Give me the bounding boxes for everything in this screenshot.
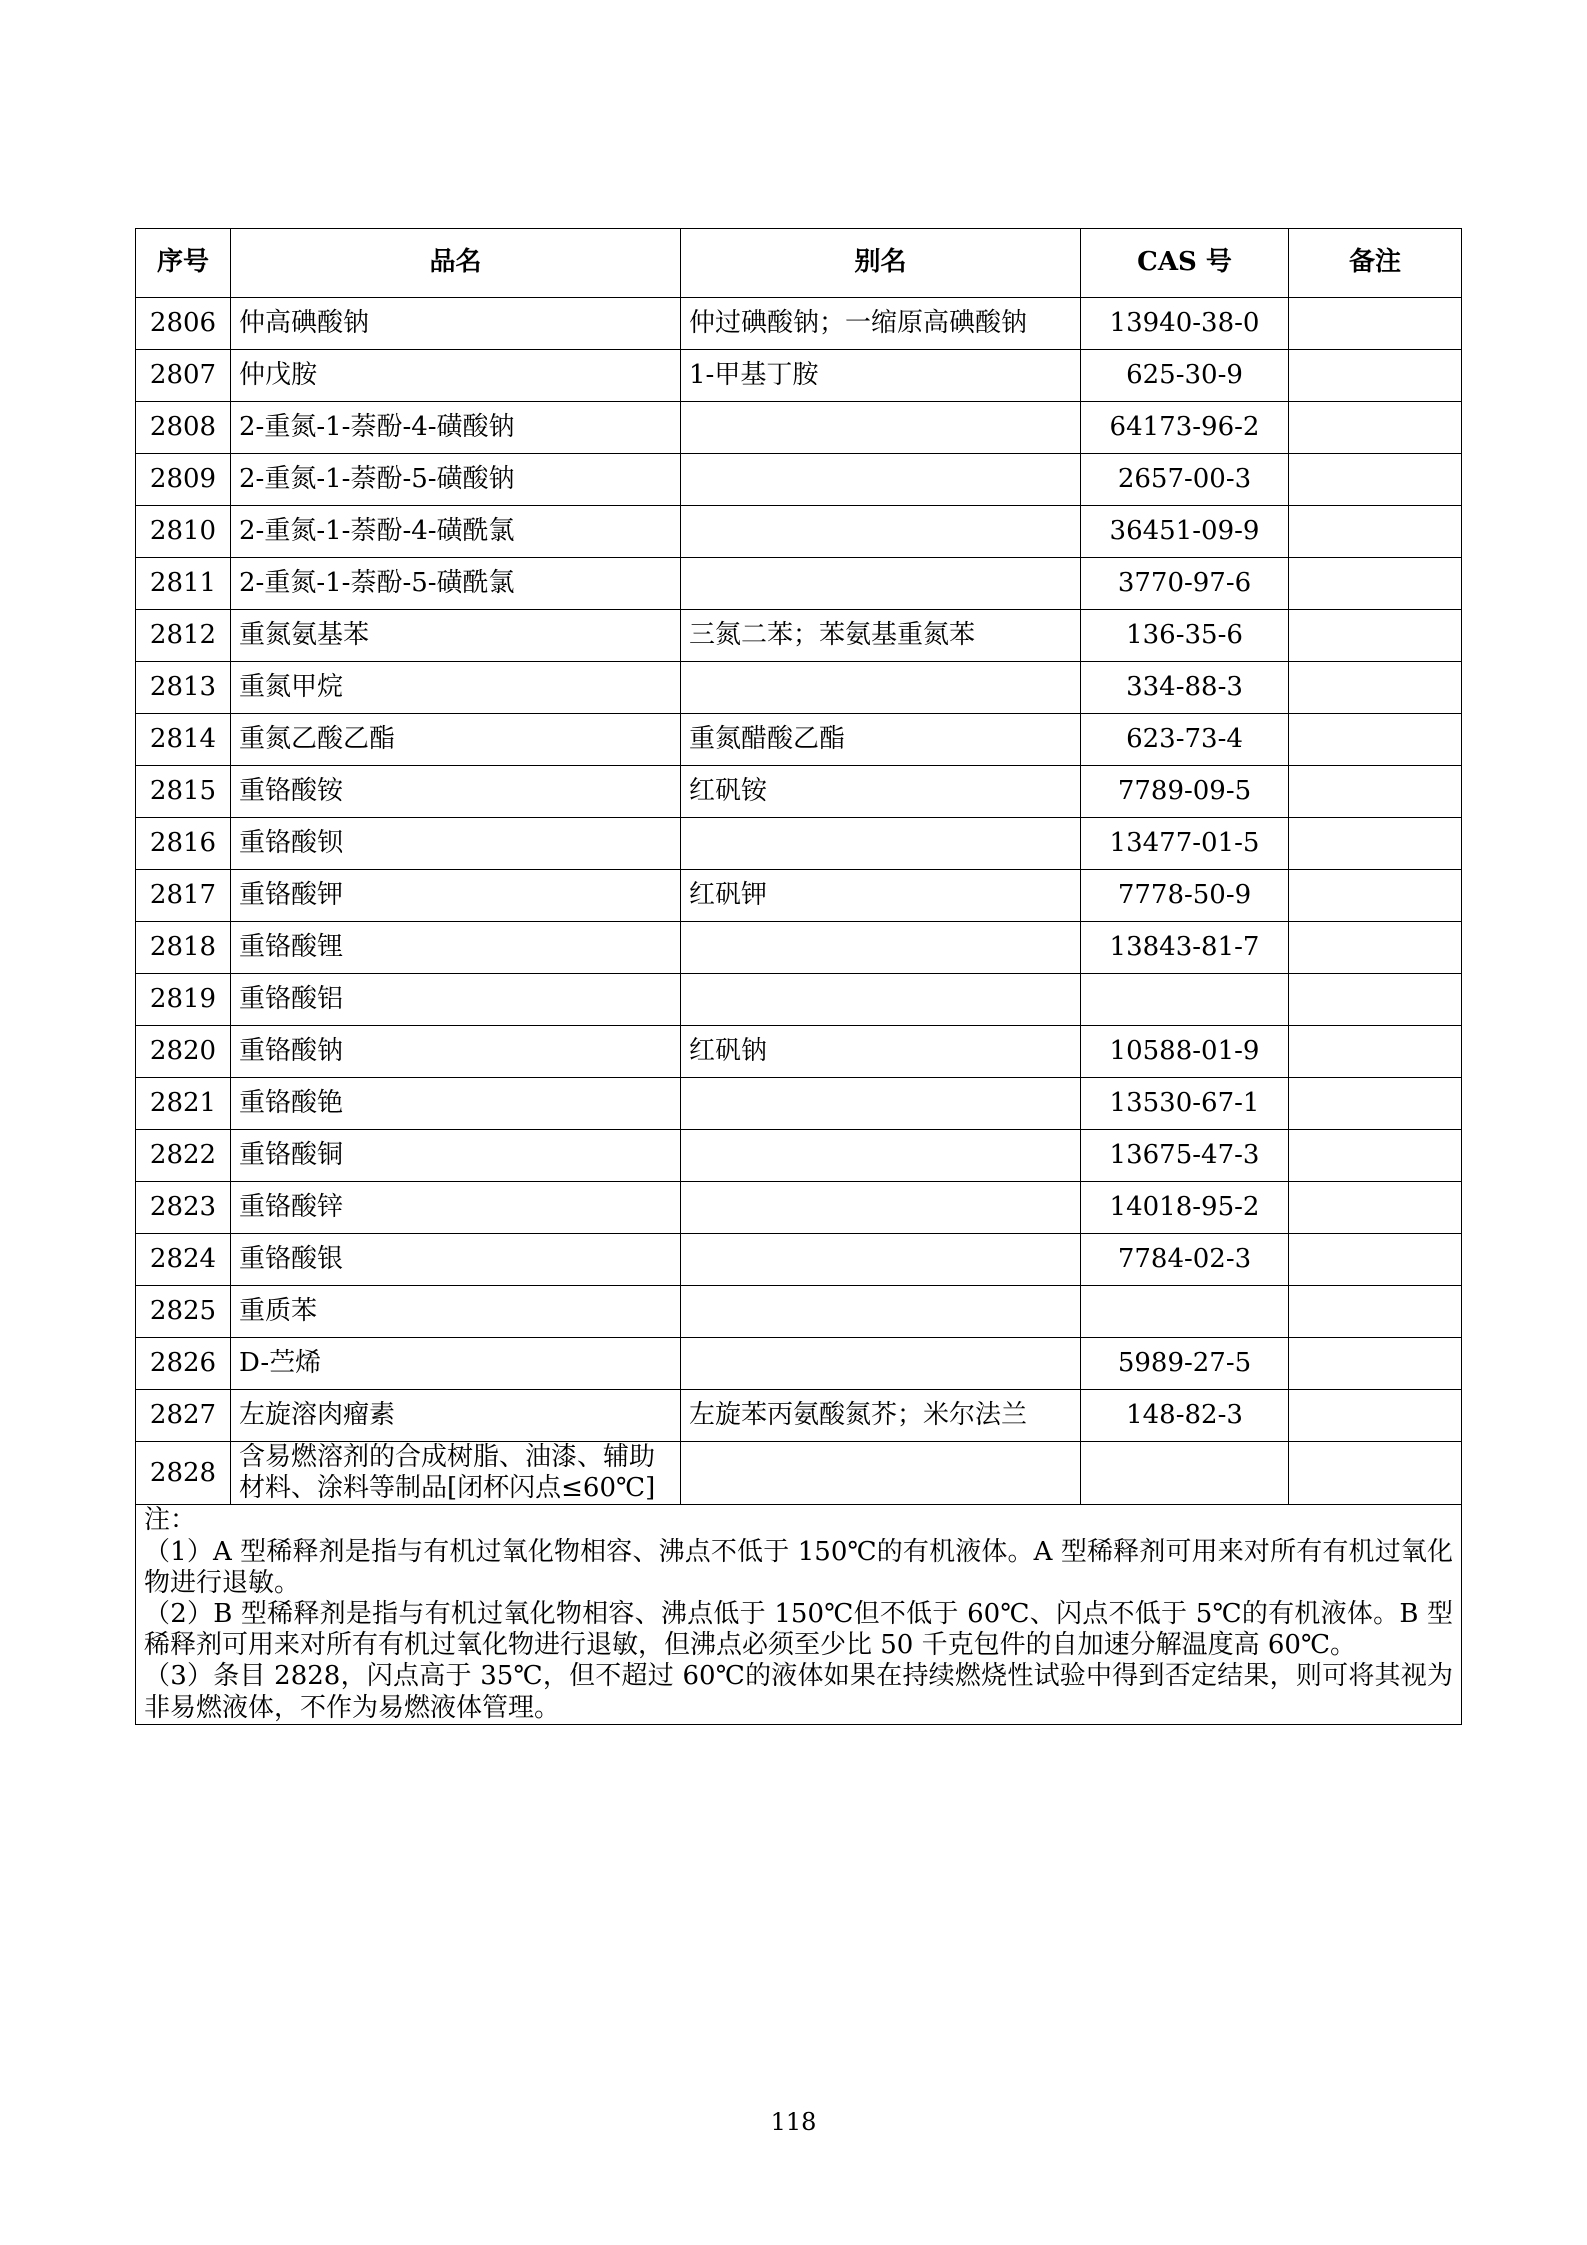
note-item-1: （1）A 型稀释剂是指与有机过氧化物相容、沸点不低于 150℃的有机液体。A 型稀释剂可用来对所有有机过氧化物进行退敏。 bbox=[144, 1536, 1453, 1598]
cell-no: 2821 bbox=[136, 1078, 231, 1130]
cell-name: 重铬酸锌 bbox=[231, 1182, 681, 1234]
table-row bbox=[136, 1234, 1462, 1286]
header-alias: 别名 bbox=[681, 229, 1081, 298]
table-row bbox=[136, 506, 1462, 558]
cell-name: 重氮氨基苯 bbox=[231, 610, 681, 662]
header-no: 序号 bbox=[136, 229, 231, 298]
cell-name: 重铬酸铜 bbox=[231, 1130, 681, 1182]
cell-no: 2810 bbox=[136, 506, 231, 558]
table-row bbox=[136, 454, 1462, 506]
cell-alias bbox=[681, 402, 1081, 454]
cell-cas: 2657-00-3 bbox=[1081, 454, 1289, 506]
cell-cas: 36451-09-9 bbox=[1081, 506, 1289, 558]
cell-cas: 64173-96-2 bbox=[1081, 402, 1289, 454]
cell-remark bbox=[1289, 1130, 1462, 1182]
cell-name: 重铬酸银 bbox=[231, 1234, 681, 1286]
cell-alias bbox=[681, 818, 1081, 870]
cell-remark bbox=[1289, 662, 1462, 714]
cell-cas: 136-35-6 bbox=[1081, 610, 1289, 662]
cell-name: 仲戊胺 bbox=[231, 350, 681, 402]
cell-name: 重氮乙酸乙酯 bbox=[231, 714, 681, 766]
cell-no: 2828 bbox=[136, 1442, 231, 1505]
cell-alias: 三氮二苯；苯氨基重氮苯 bbox=[681, 610, 1081, 662]
table-row bbox=[136, 662, 1462, 714]
cell-cas: 13477-01-5 bbox=[1081, 818, 1289, 870]
cell-alias bbox=[681, 506, 1081, 558]
table-row bbox=[136, 1182, 1462, 1234]
cell-cas: 7784-02-3 bbox=[1081, 1234, 1289, 1286]
table-header-row bbox=[136, 229, 1462, 298]
table-row bbox=[136, 766, 1462, 818]
cell-name: 仲高碘酸钠 bbox=[231, 298, 681, 350]
notes-row bbox=[136, 1505, 1462, 1724]
cell-cas: 13843-81-7 bbox=[1081, 922, 1289, 974]
cell-name: 重铬酸钠 bbox=[231, 1026, 681, 1078]
cell-name: 重铬酸钡 bbox=[231, 818, 681, 870]
cell-alias bbox=[681, 1078, 1081, 1130]
cell-no: 2809 bbox=[136, 454, 231, 506]
table-row bbox=[136, 1286, 1462, 1338]
cell-no: 2806 bbox=[136, 298, 231, 350]
cell-alias bbox=[681, 1234, 1081, 1286]
cell-remark bbox=[1289, 1390, 1462, 1442]
cell-remark bbox=[1289, 870, 1462, 922]
cell-cas: 13530-67-1 bbox=[1081, 1078, 1289, 1130]
cell-alias: 红矾钠 bbox=[681, 1026, 1081, 1078]
cell-remark bbox=[1289, 1442, 1462, 1505]
cell-cas bbox=[1081, 1286, 1289, 1338]
cell-alias bbox=[681, 662, 1081, 714]
cell-remark bbox=[1289, 454, 1462, 506]
table-row bbox=[136, 818, 1462, 870]
table-row bbox=[136, 1026, 1462, 1078]
cell-remark bbox=[1289, 298, 1462, 350]
table-row bbox=[136, 714, 1462, 766]
cell-cas: 7789-09-5 bbox=[1081, 766, 1289, 818]
cell-name: 重铬酸铝 bbox=[231, 974, 681, 1026]
cell-alias: 左旋苯丙氨酸氮芥；米尔法兰 bbox=[681, 1390, 1081, 1442]
cell-remark bbox=[1289, 1182, 1462, 1234]
cell-name: 重铬酸锂 bbox=[231, 922, 681, 974]
cell-alias bbox=[681, 1182, 1081, 1234]
cell-no: 2822 bbox=[136, 1130, 231, 1182]
cell-name: 重质苯 bbox=[231, 1286, 681, 1338]
cell-alias bbox=[681, 974, 1081, 1026]
table-row bbox=[136, 558, 1462, 610]
cell-alias: 仲过碘酸钠；一缩原高碘酸钠 bbox=[681, 298, 1081, 350]
cell-no: 2813 bbox=[136, 662, 231, 714]
notes-title: 注： bbox=[144, 1505, 197, 1536]
cell-alias bbox=[681, 558, 1081, 610]
table-row bbox=[136, 1078, 1462, 1130]
cell-name: 左旋溶肉瘤素 bbox=[231, 1390, 681, 1442]
cell-cas: 334-88-3 bbox=[1081, 662, 1289, 714]
cell-remark bbox=[1289, 506, 1462, 558]
cell-cas: 10588-01-9 bbox=[1081, 1026, 1289, 1078]
cell-cas: 7778-50-9 bbox=[1081, 870, 1289, 922]
cell-remark bbox=[1289, 558, 1462, 610]
cell-name: 重铬酸铯 bbox=[231, 1078, 681, 1130]
cell-remark bbox=[1289, 350, 1462, 402]
notes-cell bbox=[136, 1505, 1462, 1724]
cell-no: 2827 bbox=[136, 1390, 231, 1442]
cell-remark bbox=[1289, 610, 1462, 662]
cell-cas bbox=[1081, 1442, 1289, 1505]
cell-alias bbox=[681, 1442, 1081, 1505]
cell-cas: 5989-27-5 bbox=[1081, 1338, 1289, 1390]
cell-no: 2808 bbox=[136, 402, 231, 454]
table-body bbox=[136, 298, 1462, 1505]
cell-no: 2820 bbox=[136, 1026, 231, 1078]
cell-remark bbox=[1289, 402, 1462, 454]
cell-cas: 14018-95-2 bbox=[1081, 1182, 1289, 1234]
cell-alias: 重氮醋酸乙酯 bbox=[681, 714, 1081, 766]
header-name: 品名 bbox=[231, 229, 681, 298]
cell-no: 2825 bbox=[136, 1286, 231, 1338]
cell-remark bbox=[1289, 1078, 1462, 1130]
cell-no: 2824 bbox=[136, 1234, 231, 1286]
cell-name: 重铬酸铵 bbox=[231, 766, 681, 818]
cell-no: 2812 bbox=[136, 610, 231, 662]
cell-cas: 148-82-3 bbox=[1081, 1390, 1289, 1442]
cell-alias bbox=[681, 454, 1081, 506]
cell-alias bbox=[681, 1338, 1081, 1390]
table-row bbox=[136, 1390, 1462, 1442]
cell-alias: 1-甲基丁胺 bbox=[681, 350, 1081, 402]
page-number: 118 bbox=[770, 2108, 817, 2136]
table-row bbox=[136, 1338, 1462, 1390]
cell-name: 重铬酸钾 bbox=[231, 870, 681, 922]
cell-alias: 红矾铵 bbox=[681, 766, 1081, 818]
cell-remark bbox=[1289, 1026, 1462, 1078]
cell-name: 重氮甲烷 bbox=[231, 662, 681, 714]
cell-alias bbox=[681, 922, 1081, 974]
cell-alias bbox=[681, 1286, 1081, 1338]
cell-alias: 红矾钾 bbox=[681, 870, 1081, 922]
cell-name: D-苎烯 bbox=[231, 1338, 681, 1390]
table-row bbox=[136, 870, 1462, 922]
cell-no: 2818 bbox=[136, 922, 231, 974]
cell-no: 2819 bbox=[136, 974, 231, 1026]
table-row bbox=[136, 298, 1462, 350]
cell-remark bbox=[1289, 1286, 1462, 1338]
note-item-3: （3）条目 2828，闪点高于 35℃，但不超过 60℃的液体如果在持续燃烧性试验中得到否定结果，则可将其视为非易燃液体，不作为易燃液体管理。 bbox=[144, 1661, 1453, 1723]
table-row bbox=[136, 402, 1462, 454]
cell-no: 2816 bbox=[136, 818, 231, 870]
cell-no: 2807 bbox=[136, 350, 231, 402]
cell-alias bbox=[681, 1130, 1081, 1182]
cell-no: 2811 bbox=[136, 558, 231, 610]
cell-cas bbox=[1081, 974, 1289, 1026]
cell-name: 含易燃溶剂的合成树脂、油漆、辅助材料、涂料等制品[闭杯闪点≤60℃] bbox=[231, 1442, 681, 1505]
cell-remark bbox=[1289, 766, 1462, 818]
cell-remark bbox=[1289, 922, 1462, 974]
header-remark: 备注 bbox=[1289, 229, 1462, 298]
cell-name: 2-重氮-1-萘酚-5-磺酸钠 bbox=[231, 454, 681, 506]
chemicals-table bbox=[135, 228, 1462, 1725]
cell-name: 2-重氮-1-萘酚-5-磺酰氯 bbox=[231, 558, 681, 610]
table-row bbox=[136, 1130, 1462, 1182]
cell-name: 2-重氮-1-萘酚-4-磺酰氯 bbox=[231, 506, 681, 558]
table-row bbox=[136, 922, 1462, 974]
cell-remark bbox=[1289, 974, 1462, 1026]
cell-remark bbox=[1289, 818, 1462, 870]
cell-cas: 625-30-9 bbox=[1081, 350, 1289, 402]
table-row bbox=[136, 610, 1462, 662]
cell-cas: 13940-38-0 bbox=[1081, 298, 1289, 350]
cell-no: 2815 bbox=[136, 766, 231, 818]
table-row bbox=[136, 350, 1462, 402]
cell-no: 2817 bbox=[136, 870, 231, 922]
header-cas: CAS 号 bbox=[1081, 229, 1289, 298]
cell-no: 2823 bbox=[136, 1182, 231, 1234]
table-row bbox=[136, 1442, 1462, 1505]
cell-remark bbox=[1289, 1234, 1462, 1286]
cell-cas: 13675-47-3 bbox=[1081, 1130, 1289, 1182]
cell-remark bbox=[1289, 714, 1462, 766]
cell-name: 2-重氮-1-萘酚-4-磺酸钠 bbox=[231, 402, 681, 454]
cell-cas: 3770-97-6 bbox=[1081, 558, 1289, 610]
cell-cas: 623-73-4 bbox=[1081, 714, 1289, 766]
cell-no: 2826 bbox=[136, 1338, 231, 1390]
table-row bbox=[136, 974, 1462, 1026]
cell-no: 2814 bbox=[136, 714, 231, 766]
note-item-2: （2）B 型稀释剂是指与有机过氧化物相容、沸点低于 150℃但不低于 60℃、闪点不低于 5℃的有机液体。B 型稀释剂可用来对所有有机过氧化物进行退敏，但沸点必须至少比 50 千克包件的自加速分解温度高 60℃。 bbox=[144, 1598, 1453, 1661]
cell-remark bbox=[1289, 1338, 1462, 1390]
